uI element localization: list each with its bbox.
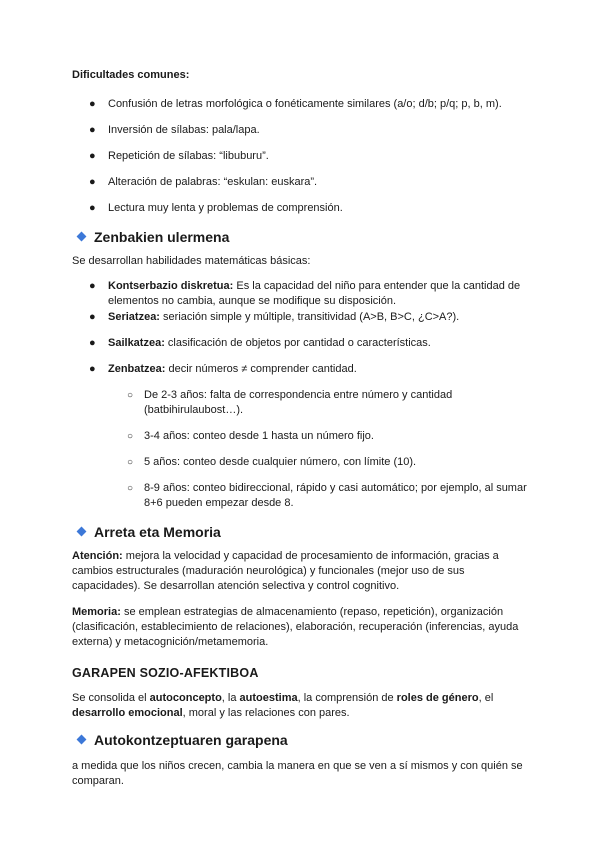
section-title-dificultades: Dificultades comunes: — [72, 69, 190, 81]
circle-bullet-icon: ○ — [127, 483, 134, 494]
bullet-icon: ● — [89, 280, 96, 292]
circle-bullet-icon: ○ — [127, 431, 134, 442]
list-item: ● Inversión de sílabas: pala/lapa. — [89, 124, 260, 136]
intro-text: Se desarrollan habilidades matemáticas básicas: — [72, 255, 311, 267]
sub-list-item: ○ 8-9 años: conteo bidireccional, rápido y casi automático; por ejemplo, al sumar 8+6 pueden empezar desde 8. — [127, 482, 527, 509]
sub-list-item: ○ 5 años: conteo desde cualquier número, con límite (10). — [127, 456, 417, 468]
bullet-icon: ● — [89, 124, 96, 136]
heading-zenbakien-ulermena: Zenbakien ulermena — [72, 228, 532, 246]
list-item: ● Repetición de sílabas: “libuburu”. — [89, 150, 269, 162]
heading-garapen-sozio-afektiboa: GARAPEN SOZIO-AFEKTIBOA — [72, 666, 259, 680]
bullet-icon: ● — [89, 176, 96, 188]
document-page — [72, 68, 532, 789]
list-item: ● Lectura muy lenta y problemas de comprensión. — [89, 202, 343, 214]
bullet-icon: ● — [89, 202, 96, 214]
heading-autokontzeptuaren-garapena: Autokontzeptuaren garapena — [72, 731, 532, 749]
diamond-icon — [77, 735, 87, 745]
list-item: ● Kontserbazio diskretua: Es la capacidad del niño para entender que la cantidad de elementos no cambia, aunque se modifique su disposición. — [89, 280, 521, 307]
sub-list-item: ○ 3-4 años: conteo desde 1 hasta un número fijo. — [127, 430, 374, 442]
bullet-icon: ● — [89, 150, 96, 162]
paragraph-sozio-afektiboa: Se consolida el autoconcepto, la autoestima, la comprensión de roles de género, el desarrollo emocional, moral y las relaciones con pares. — [72, 692, 494, 719]
list-item: ● Seriatzea: seriación simple y múltiple, transitividad (A>B, B>C, ¿C>A?). — [89, 311, 460, 323]
list-item: ● Sailkatzea: clasificación de objetos por cantidad o características. — [89, 337, 431, 349]
heading-arreta-eta-memoria: Arreta eta Memoria — [72, 523, 532, 541]
sub-list-item: ○ De 2-3 años: falta de correspondencia entre número y cantidad (batbihirulaubost…). — [127, 389, 453, 416]
bullet-icon: ● — [89, 363, 96, 375]
circle-bullet-icon: ○ — [127, 390, 134, 401]
bullet-icon: ● — [89, 98, 96, 110]
paragraph-atencion: Atención: mejora la velocidad y capacidad de procesamiento de información, gracias a cambios estructurales (maduración neurológica) y funcionales (mejor uso de sus capacidades). Se desarrollan atención selectiva y control cognitivo. — [72, 550, 499, 592]
list-item: ● Confusión de letras morfológica o fonéticamente similares (a/o; d/b; p/q; p, b, m). — [89, 98, 502, 110]
bullet-icon: ● — [89, 311, 96, 323]
paragraph-autokontzeptua: a medida que los niños crecen, cambia la manera en que se ven a sí mismos y con quién se comparan. — [72, 760, 523, 787]
circle-bullet-icon: ○ — [127, 457, 134, 468]
diamond-icon — [77, 527, 87, 537]
list-item: ● Zenbatzea: decir números ≠ comprender cantidad. — [89, 363, 357, 375]
paragraph-memoria: Memoria: se emplean estrategias de almacenamiento (repaso, repetición), organización (clasificación, establecimiento de relaciones), elaboración, recuperación (inferencias, ayuda externa) y metacognición/metamemoria. — [72, 606, 519, 648]
list-item: ● Alteración de palabras: “eskulan: euskara”. — [89, 176, 318, 188]
bullet-icon: ● — [89, 337, 96, 349]
diamond-icon — [77, 232, 87, 242]
